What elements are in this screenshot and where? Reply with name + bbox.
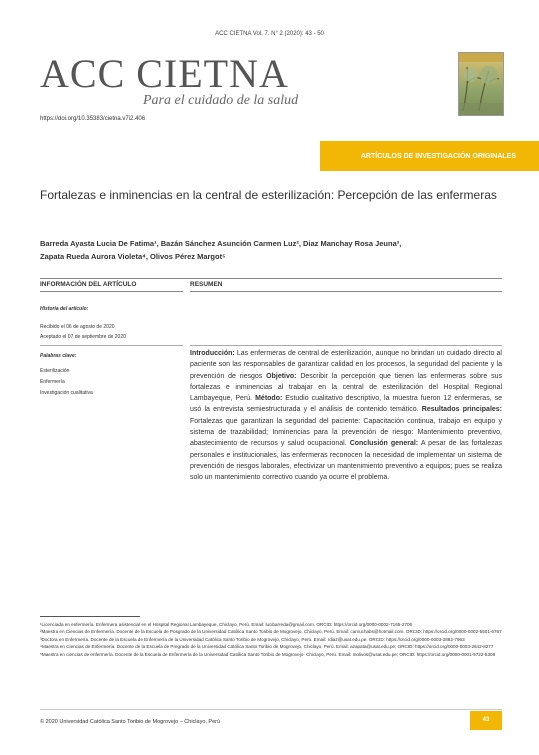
page-number: 43	[470, 711, 502, 730]
footnote: ⁴Maestra en Ciencias de Enfermería. Docente de la Escuela de Pregrado de la Universidad Católica Santo Toribio de Mogrovejo, Chiclayo, Perú. Email: azapata@usat.edu.pe; ORCID: https://orcid.org/0000-0003-2642-8277	[40, 644, 494, 650]
journal-reference: ACC CIETNA Vol. 7. N° 2 (2020): 43 - 50	[215, 31, 324, 37]
authors-line-2: Zapata Rueda Aurora Violeta⁴, Olivos Pérez Margot⁵	[40, 252, 226, 261]
method-text: Estudio cualitativo descriptivo, la muestra fueron 12 enfermeras, se usó la entrevista semiestructurada y el análisis de contenido temático.	[190, 395, 502, 414]
received-date: Recibido el 06 de agosto de 2020	[40, 324, 115, 330]
journal-name: ACC CIETNA	[40, 51, 289, 96]
accepted-date: Aceptado el 07 de septiembre de 2020	[40, 334, 126, 340]
copyright-notice: © 2020 Universidad Católica Santo Toribio de Mogrovejo – Chiclayo, Perú	[40, 719, 221, 725]
divider-info	[40, 291, 183, 292]
abstract-heading: RESUMEN	[190, 281, 223, 288]
footnote: ¹Licenciada en enfermería. Enfermera asistencial en el Hospital Regional Lambayeque, Chiclayo, Perú. Email: lucibarreda@gmail.com. ORCID: https://orcid.org/0000-0002-7165-2706	[40, 622, 413, 627]
journal-cover-image	[458, 52, 504, 116]
intro-label: Introducción:	[190, 350, 235, 357]
footnote: ²Maestra en Ciencias de Enfermería. Docente de la Escuela de Posgrado de la Universidad Católica Santo Toribio de Mogrovejo, Chiclayo, Perú. Email: camuchabs@hotmail.com. ORCID: https://orcid.org/0000-0002-5501-6767	[40, 629, 502, 635]
footnotes	[40, 621, 502, 658]
keywords-label: Palabras clave:	[40, 353, 77, 359]
article-title: Fortalezas e inminencias en la central de esterilización: Percepción de las enfermeras	[40, 188, 497, 202]
objective-label: Objetivo:	[266, 372, 297, 380]
keyword-item: Enfermería	[40, 379, 65, 385]
divider-abstract	[190, 291, 502, 292]
journal-tagline: Para el cuidado de la salud	[143, 93, 299, 108]
footnote: ³Doctora en Enfermería. Docente de la Escuela de Enfermería de la Universidad Católica Santo Toribio de Mogrovejo, Chiclayo, Perú. Email: rdiaz@usat.edu.pe. ORCID: https://orcid.org/0000-0003-2882-7963	[40, 636, 465, 642]
conclusion-label: Conclusión general:	[349, 440, 419, 448]
doi-link[interactable]: https://doi.org/10.35383/cietna.v7i2.406	[40, 116, 146, 122]
info-heading: INFORMACIÓN DEL ARTÍCULO	[40, 281, 137, 288]
abstract-body	[190, 348, 502, 484]
divider-top	[40, 278, 502, 279]
results-label: Resultados principales:	[421, 406, 503, 414]
author-list	[40, 237, 502, 263]
results-text: Fortalezas que garantizan la seguridad del paciente: Capacitación continua, trabajo en equipo y sistema de trazabilidad; Inminencias para la prevención de riesgo: Mantenimiento preventivo, abastecimiento de recursos y salud ocupacional.	[190, 417, 502, 448]
footnote-separator	[40, 616, 140, 617]
divider-abstract-body	[190, 345, 502, 346]
keyword-item: Investigación cualitativa	[40, 390, 93, 396]
conclusion-text: A pesar de las fortalezas personales e institucionales, las enfermeras reconocen la necesidad de implementar un sistema de prevención de riesgos laborales, efectivizar un mantenimiento preventivo a equipos; pues se realiza solo un mantenimiento correctivo cuando ya ocurre el problema.	[190, 440, 502, 482]
section-label: ARTÍCULOS DE INVESTIGACIÓN ORIGINALES	[360, 153, 516, 160]
intro-text: Las enfermeras de central de esterilización, aunque no brindan un cuidado directo al paciente son las responsables de garantizar calidad en los procesos, la seguridad del paciente y la prevención de riesgos	[190, 350, 502, 380]
footnote: ⁵Maestra en ciencias de enfermería. Docente de la Escuela de Enfermería de la Universidad Católica Santo Toribio de Mogrovejo- Chiclayo, Perú. Email: molivos@usat.edu.pe; ORCID: https://orcid.org/0000-0001-9722-5308	[40, 651, 496, 657]
method-label: Método:	[255, 395, 283, 403]
footer-divider	[40, 709, 502, 710]
keyword-item: Esterilización	[40, 368, 70, 374]
divider-keywords	[40, 345, 183, 346]
authors-line-1: Barreda Ayasta Lucia De Fatima¹, Bazán Sánchez Asunción Carmen Luz², Diaz Manchay Rosa Jeuna³,	[40, 239, 402, 248]
objective-text: Describir la percepción que tienen las enfermeras sobre sus fortalezas e inminencias al trabajar en la central de esterilización del Hospital Regional Lambayeque, Perú.	[190, 372, 502, 403]
history-label: Historia del artículo:	[40, 306, 89, 312]
